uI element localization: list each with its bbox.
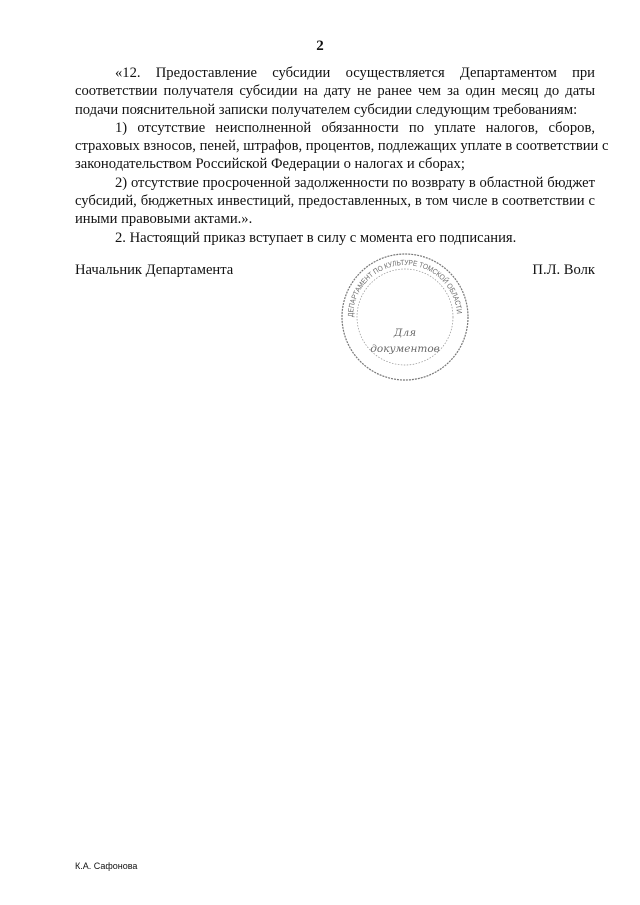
stamp-center-line1: Для	[393, 327, 417, 339]
paragraph	[75, 119, 609, 174]
page-number: 2	[316, 38, 324, 54]
text-line: 2. Настоящий приказ вступает в силу с момента его подписания.	[115, 229, 517, 246]
text-line: «12. Предоставление субсидии осуществляется Департаментом при	[115, 65, 595, 81]
svg-text:ДЕПАРТАМЕНТ ПО КУЛЬТУРЕ ТОМСКО	[346, 258, 464, 317]
executor-name: К.А. Сафонова	[75, 861, 138, 871]
text-line: законодательством Российской Федерации о налогах и сборах;	[75, 156, 465, 173]
signatory-position: Начальник Департамента	[75, 262, 234, 278]
official-stamp	[340, 252, 470, 382]
document-body	[75, 64, 609, 247]
text-line: подачи пояснительной записки получателем субсидии следующим требованиям:	[75, 101, 578, 118]
text-line: 2) отсутствие просроченной задолженности по возврату в областной бюджет	[115, 174, 595, 191]
paragraph	[75, 174, 595, 229]
text-line: субсидий, бюджетных инвестиций, предоставленных, в том числе в соответствии с	[75, 193, 595, 210]
paragraph	[75, 229, 595, 247]
paragraph	[75, 64, 595, 119]
text-line: соответствии получателя субсидии на дату не ранее чем за один месяц до даты	[75, 83, 595, 100]
signatory-name: П.Л. Волк	[532, 262, 595, 278]
stamp-center-line2: документов	[370, 343, 440, 355]
text-line: 1) отсутствие неисполненной обязанности по уплате налогов, сборов,	[115, 119, 595, 136]
stamp-ring-text: ДЕПАРТАМЕНТ ПО КУЛЬТУРЕ ТОМСКОЙ ОБЛАСТИ	[345, 257, 465, 318]
text-line: страховых взносов, пеней, штрафов, процентов, подлежащих уплате в соответствии с	[75, 138, 609, 155]
text-line: иными правовыми актами.».	[75, 211, 253, 228]
